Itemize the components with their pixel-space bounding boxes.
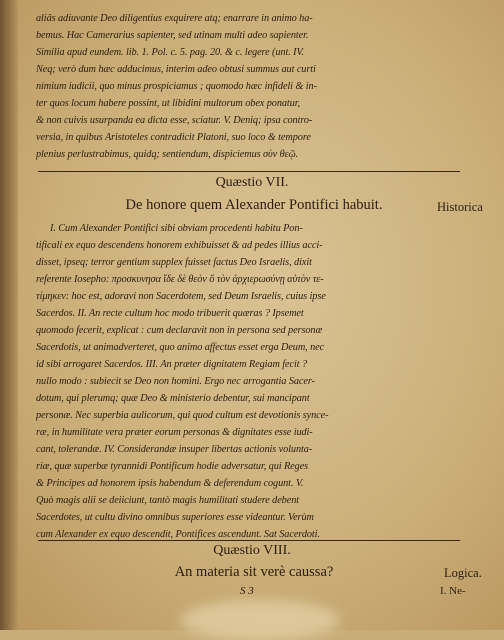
margin-note-historica: Historica — [437, 200, 483, 214]
text-line: ræ, in humilitate vera præter eorum personas & dignitates esse iudi- — [36, 427, 313, 438]
text-line: I. Cum Alexander Pontifici sibi obviam procedenti habitu Pon- — [50, 223, 303, 234]
text-line: riæ, quæ superbæ tyrannidi Pontificum hodie adversatur, qui Reges — [36, 461, 309, 472]
text-line: plenius perlustrabimus, quidq; sentiendum, dispiciemus σὺν θεῷ. — [36, 149, 299, 160]
text-line: disset, ipseq; terror gentium supplex fuisset factus Deo Israelis, dixit — [36, 257, 312, 268]
text-line: ter quos locum habere possint, ut libidini multorum obex ponatur, — [36, 98, 300, 109]
section-rule — [38, 540, 460, 541]
text-line: τίμηκεν: hoc est, adoravi non Sacerdotem, sed Deum Israelis, cuius ipse — [36, 291, 326, 302]
catchword: I. Ne- — [440, 585, 466, 597]
text-line: cant, tolerandæ. IV. Considerandæ insuper libertas actionis volunta- — [36, 444, 313, 455]
text-line: bemus. Hac Camerarius sapienter, sed utinam multi adeo sapienter. — [36, 30, 309, 41]
text-line: & non cuivis usurpanda ea dicta esse, sciatur. V. Deniq; ipsa contro- — [36, 115, 313, 126]
question-8-heading: An materia sit verè caussa? — [174, 564, 334, 580]
signature-mark: S 3 — [240, 585, 254, 597]
question-7-title: Quæstio VII. — [215, 175, 289, 190]
margin-note-logica: Logica. — [444, 566, 482, 580]
paper-stain — [180, 600, 340, 640]
question-8-title: Quæstio VIII. — [213, 543, 291, 558]
text-line: Sacerdotis, ut animadverteret, quo animo affectus esset erga Deum, nec — [36, 342, 325, 353]
question-7-heading: De honore quem Alexander Pontifici habuit. — [125, 197, 383, 213]
text-line: Quò magis alii se deiiciunt, tantò magis humilitati studere debent — [36, 495, 300, 506]
text-line: id sibi arrogaret Sacerdos. III. An præter dignitatem Regiam fecit ? — [36, 359, 307, 370]
text-line: Similia apud eundem. lib. 1. Pol. c. 5. pag. 20. & c. legere (unt. IV. — [36, 47, 304, 58]
text-line: Sacerdotes, ut cultu divino omnibus superiores esse videantur. Verùm — [36, 512, 314, 523]
section-rule — [38, 171, 460, 172]
text-line: tificali ex equo descendens honorem exhibuisset & ad pedes illius acci- — [36, 240, 323, 251]
text-line: Sacerdos. II. An recte cultum hoc modo tribuerit quæras ? Ipsemet — [36, 308, 304, 319]
text-line: referente Iosepho: προσκυνησα ἴδε δὲ θεὸν ὅ τὸν ἀρχιερωσύνῃ αὐτὸν τε- — [36, 274, 324, 285]
text-line: dotum, qui plerumq; quæ Deo & ministerio debentur, sui mancipant — [36, 393, 310, 404]
text-line: nullo modo : subiecit se Deo non homini. Ergo nec arrogantia Sacer- — [36, 376, 315, 387]
text-line: cum Alexander ex equo descendit, Pontifices ascendunt. Sat Sacerdoti. — [36, 529, 320, 540]
text-line: versia, in quibus Aristoteles contradicit Platoni, suo loco & tempore — [36, 132, 311, 143]
text-line: aliâs adiuvante Deo diligentius exquirere atq; enarrare in animo ha- — [36, 13, 313, 24]
page-gutter — [0, 0, 18, 630]
text-line: & Principes ad honorem ipsis habendum & deferendum cogunt. V. — [36, 478, 304, 489]
text-line: Neq; verò dum hæc adducimus, interim adeo obtusi summus aut curti — [36, 64, 316, 75]
text-line: quomodo fecerit, explicat : cum declaravit non in persona sed personæ — [36, 325, 323, 336]
text-line: personæ. Nec superbia aulicorum, qui quod cultum est devotionis synce- — [36, 410, 329, 421]
text-line: nimium iudicii, quo minus prospiciamus ; quomodo hæc infideli & in- — [36, 81, 317, 92]
